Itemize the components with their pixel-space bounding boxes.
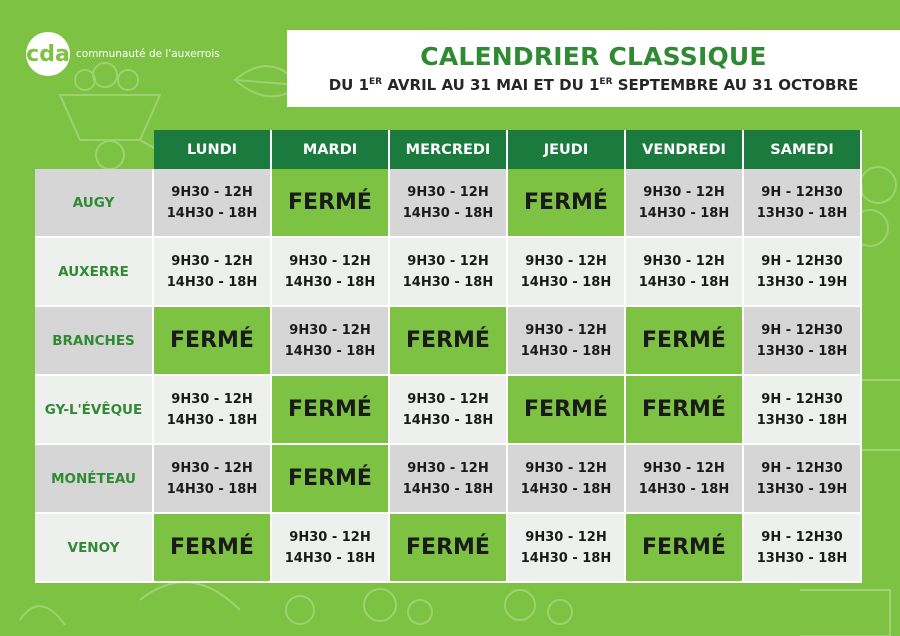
hours-cell — [390, 169, 508, 238]
hours-cell — [508, 445, 626, 514]
afternoon-hours: 14H30 - 18H — [284, 274, 376, 290]
afternoon-hours: 14H30 - 18H — [166, 481, 258, 497]
town-name: GY-L'ÉVÊQUE — [35, 376, 154, 445]
morning-hours: 9H - 12H30 — [761, 391, 843, 407]
afternoon-hours: 14H30 - 18H — [520, 481, 612, 497]
afternoon-hours: 13H30 - 18H — [756, 412, 848, 428]
morning-hours: 9H30 - 12H — [171, 253, 253, 269]
morning-hours: 9H - 12H30 — [761, 253, 843, 269]
hours-cell — [744, 514, 862, 583]
hours-cell — [508, 514, 626, 583]
afternoon-hours: 14H30 - 18H — [402, 274, 494, 290]
morning-hours: 9H30 - 12H — [407, 391, 489, 407]
header-corner — [35, 130, 154, 169]
morning-hours: 9H30 - 12H — [171, 391, 253, 407]
afternoon-hours: 14H30 - 18H — [520, 274, 612, 290]
afternoon-hours: 14H30 - 18H — [520, 550, 612, 566]
afternoon-hours: 14H30 - 18H — [166, 205, 258, 221]
page-subtitle — [287, 74, 900, 96]
closed-cell: FERMÉ — [390, 307, 508, 376]
day-header: LUNDI — [154, 130, 272, 169]
morning-hours: 9H - 12H30 — [761, 460, 843, 476]
morning-hours: 9H30 - 12H — [643, 184, 725, 200]
hours-cell — [390, 376, 508, 445]
hours-cell — [744, 376, 862, 445]
title-box — [287, 30, 900, 107]
afternoon-hours: 14H30 - 18H — [638, 274, 730, 290]
logo-mark: cda — [26, 32, 70, 76]
afternoon-hours: 14H30 - 18H — [402, 481, 494, 497]
hours-cell — [390, 445, 508, 514]
closed-cell: FERMÉ — [626, 514, 744, 583]
hours-cell — [508, 238, 626, 307]
hours-cell — [626, 445, 744, 514]
hours-cell — [390, 238, 508, 307]
morning-hours: 9H30 - 12H — [171, 184, 253, 200]
town-name: VENOY — [35, 514, 154, 583]
afternoon-hours: 14H30 - 18H — [284, 343, 376, 359]
morning-hours: 9H30 - 12H — [525, 322, 607, 338]
morning-hours: 9H30 - 12H — [171, 460, 253, 476]
afternoon-hours: 14H30 - 18H — [402, 205, 494, 221]
morning-hours: 9H - 12H30 — [761, 529, 843, 545]
closed-cell: FERMÉ — [390, 514, 508, 583]
hours-cell — [744, 169, 862, 238]
subtitle-part-2: AVRIL AU 31 MAI ET DU 1 — [382, 76, 600, 94]
day-header: VENDREDI — [626, 130, 744, 169]
afternoon-hours: 13H30 - 18H — [756, 550, 848, 566]
day-header: JEUDI — [508, 130, 626, 169]
hours-cell — [626, 238, 744, 307]
morning-hours: 9H30 - 12H — [525, 460, 607, 476]
hours-cell — [626, 169, 744, 238]
hours-cell — [154, 445, 272, 514]
page-title: CALENDRIER CLASSIQUE — [420, 42, 767, 71]
closed-cell: FERMÉ — [508, 376, 626, 445]
hours-cell — [508, 307, 626, 376]
hours-cell — [154, 376, 272, 445]
subtitle-part-1: DU 1 — [328, 76, 370, 94]
closed-cell: FERMÉ — [154, 514, 272, 583]
morning-hours: 9H30 - 12H — [289, 253, 371, 269]
closed-cell: FERMÉ — [272, 169, 390, 238]
subtitle-sup-1: ER — [369, 77, 383, 87]
hours-cell — [744, 307, 862, 376]
morning-hours: 9H30 - 12H — [289, 322, 371, 338]
morning-hours: 9H30 - 12H — [525, 529, 607, 545]
schedule-table — [35, 130, 862, 583]
day-header: SAMEDI — [744, 130, 862, 169]
morning-hours: 9H30 - 12H — [289, 529, 371, 545]
morning-hours: 9H30 - 12H — [643, 253, 725, 269]
subtitle-part-3: SEPTEMBRE AU 31 OCTOBRE — [612, 76, 859, 94]
subtitle-sup-2: ER — [599, 77, 613, 87]
hours-cell — [744, 238, 862, 307]
hours-cell — [272, 514, 390, 583]
morning-hours: 9H - 12H30 — [761, 322, 843, 338]
day-header: MARDI — [272, 130, 390, 169]
morning-hours: 9H - 12H30 — [761, 184, 843, 200]
town-name: MONÉTEAU — [35, 445, 154, 514]
closed-cell: FERMÉ — [154, 307, 272, 376]
day-header: MERCREDI — [390, 130, 508, 169]
afternoon-hours: 14H30 - 18H — [166, 274, 258, 290]
logo — [26, 32, 220, 76]
afternoon-hours: 13H30 - 18H — [756, 343, 848, 359]
town-name: AUXERRE — [35, 238, 154, 307]
afternoon-hours: 14H30 - 18H — [520, 343, 612, 359]
hours-cell — [272, 307, 390, 376]
hours-cell — [272, 238, 390, 307]
town-name: AUGY — [35, 169, 154, 238]
morning-hours: 9H30 - 12H — [643, 460, 725, 476]
afternoon-hours: 14H30 - 18H — [284, 550, 376, 566]
closed-cell: FERMÉ — [272, 445, 390, 514]
closed-cell: FERMÉ — [272, 376, 390, 445]
afternoon-hours: 14H30 - 18H — [638, 481, 730, 497]
afternoon-hours: 13H30 - 18H — [756, 205, 848, 221]
afternoon-hours: 14H30 - 18H — [638, 205, 730, 221]
morning-hours: 9H30 - 12H — [407, 184, 489, 200]
closed-cell: FERMÉ — [626, 307, 744, 376]
hours-cell — [744, 445, 862, 514]
town-name: BRANCHES — [35, 307, 154, 376]
closed-cell: FERMÉ — [626, 376, 744, 445]
morning-hours: 9H30 - 12H — [407, 253, 489, 269]
closed-cell: FERMÉ — [508, 169, 626, 238]
afternoon-hours: 13H30 - 19H — [756, 481, 848, 497]
afternoon-hours: 13H30 - 19H — [756, 274, 848, 290]
morning-hours: 9H30 - 12H — [525, 253, 607, 269]
logo-text: communauté de l'auxerrois — [76, 48, 220, 60]
hours-cell — [154, 238, 272, 307]
morning-hours: 9H30 - 12H — [407, 460, 489, 476]
hours-cell — [154, 169, 272, 238]
afternoon-hours: 14H30 - 18H — [402, 412, 494, 428]
afternoon-hours: 14H30 - 18H — [166, 412, 258, 428]
